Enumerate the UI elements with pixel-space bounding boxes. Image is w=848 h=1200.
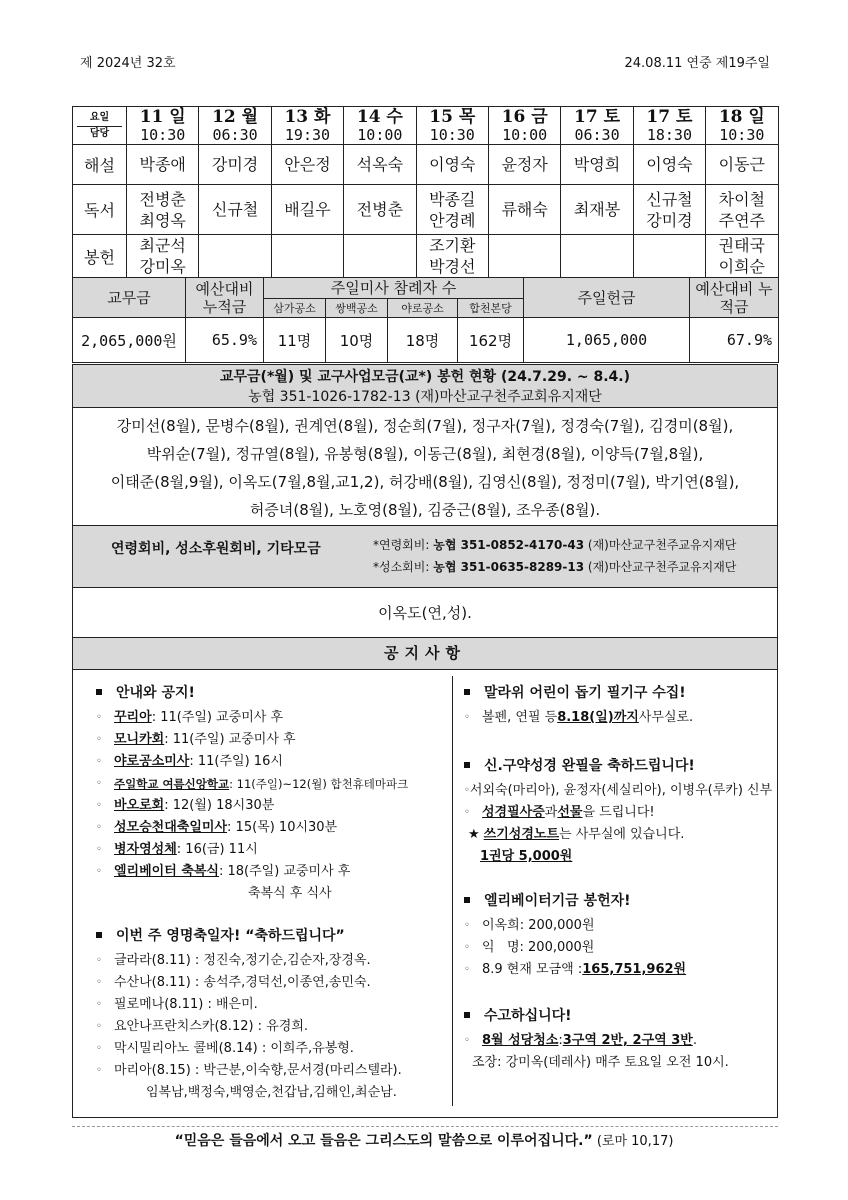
cleaning-leader: 조장: 강미옥(데레사) 매주 토요일 오전 10시. bbox=[472, 1055, 729, 1070]
row-label: 해설 bbox=[73, 145, 127, 185]
circle-bullet-icon: ◦ bbox=[96, 844, 102, 855]
dues-header bbox=[72, 364, 778, 408]
footer-divider bbox=[72, 1126, 778, 1127]
schedule-cell: 강미경 bbox=[199, 145, 271, 185]
list-item: ◦ 엘리베이터 축복식 : 18(주일) 교중미사 후 bbox=[96, 861, 436, 883]
list-item: ◦ 8월 성당청소 : 3구역 2반, 2구역 3반 . bbox=[464, 1030, 764, 1052]
schedule-cell: 신규철 bbox=[199, 185, 271, 235]
attendance-value: 18명 bbox=[388, 318, 458, 363]
circle-bullet-icon: ◦ bbox=[96, 778, 102, 789]
circle-bullet-icon: ◦ bbox=[96, 800, 102, 811]
account-prefix: *성소회비: bbox=[373, 560, 434, 574]
dues-list bbox=[72, 408, 778, 526]
list-item: ◦ 필로메나(8.11) : 배은미. bbox=[96, 994, 436, 1016]
schedule-header-row bbox=[73, 107, 779, 145]
schedule-cell: 윤정자 bbox=[488, 145, 560, 185]
list-item-continuation: 임복남,백정숙,백영순,천갑남,김해인,최순남. bbox=[146, 1085, 397, 1100]
row-offering bbox=[73, 235, 779, 278]
issue-number: 제 2024년 32호 bbox=[80, 56, 176, 71]
row-reading bbox=[73, 185, 779, 235]
scripture-reference: (로마 10,17) bbox=[592, 1134, 674, 1149]
schedule-cell bbox=[271, 235, 343, 278]
list-item-continuation: 축복식 후 식사 bbox=[248, 886, 332, 901]
notices-title: 공지사항 bbox=[72, 638, 778, 670]
list-item: ◦ 성경필사증 과 선물 을 드립니다! bbox=[464, 802, 764, 824]
day-header: 16 금 10:00 bbox=[488, 107, 560, 145]
list-item: ◦ 수산나(8.11) : 송석주,경덕선,이종연,송민숙. bbox=[96, 972, 436, 994]
section-heading: 수고하십니다! bbox=[464, 1005, 764, 1025]
circle-bullet-icon: ◦ bbox=[464, 807, 470, 818]
budget-value-2: 67.9% bbox=[690, 318, 779, 363]
list-item: ◦ 모니카회 : 11(주일) 교중미사 후 bbox=[96, 729, 436, 751]
dues-line: 강미선(8월), 문병수(8월), 권계연(8월), 정순희(7월), 정구자(7월), 정경숙(7월), 김경미(8월), bbox=[116, 417, 734, 435]
finance-stats-table bbox=[72, 277, 779, 363]
schedule-cell bbox=[199, 235, 271, 278]
contributions-title: 연령회비, 성소후원회비, 기타모금 bbox=[111, 541, 321, 557]
budget-value: 65.9% bbox=[186, 318, 264, 363]
circle-bullet-icon: ◦ bbox=[96, 1065, 102, 1076]
schedule-cell: 박종애 bbox=[127, 145, 199, 185]
row-commentary bbox=[73, 145, 779, 185]
offering-value: 1,065,000 bbox=[524, 318, 690, 363]
square-bullet-icon bbox=[464, 762, 470, 768]
issue-date: 24.08.11 연중 제19주일 bbox=[624, 56, 770, 71]
schedule-cell: 이영숙 bbox=[416, 145, 488, 185]
day-header: 15 목 10:30 bbox=[416, 107, 488, 145]
list-item: ◦ 야로공소미사 : 11(주일) 16시 bbox=[96, 751, 436, 773]
schedule-corner: 요일 담당 bbox=[73, 107, 127, 145]
notebook-price: 1권당 5,000원 bbox=[480, 849, 573, 864]
contributions-accounts bbox=[373, 534, 736, 578]
row-label: 독서 bbox=[73, 185, 127, 235]
dues-line: 이태준(8월,9월), 이옥도(7월,8월,교1,2), 허강배(8월), 김영신(8월), 정정미(7월), 박기연(8월), bbox=[110, 473, 740, 491]
schedule-cell: 배길우 bbox=[271, 185, 343, 235]
account-number: 농협 351-0635-8289-13 bbox=[433, 560, 585, 574]
schedule-cell bbox=[633, 235, 705, 278]
budget-label: 예산대비 누적금 bbox=[186, 278, 264, 318]
section-heading: 이번 주 영명축일자! “축하드립니다” bbox=[96, 925, 436, 945]
day-header: 13 화 19:30 bbox=[271, 107, 343, 145]
gyomugeum-value: 2,065,000원 bbox=[73, 318, 186, 363]
attendance-value: 11명 bbox=[264, 318, 326, 363]
list-item: ◦ 병자영성체 : 16(금) 11시 bbox=[96, 839, 436, 861]
section-heading: 말라위 어린이 돕기 필기구 수집! bbox=[464, 682, 764, 702]
day-header: 17 토 18:30 bbox=[633, 107, 705, 145]
circle-bullet-icon: ◦ bbox=[96, 1021, 102, 1032]
circle-bullet-icon: ◦ bbox=[464, 942, 470, 953]
schedule-cell bbox=[344, 235, 416, 278]
account-number: 농협 351-0852-4170-43 bbox=[433, 538, 585, 552]
list-item: ◦ 마리아(8.15) : 박근분,이숙향,문서경(마리스텔라). bbox=[96, 1060, 436, 1082]
gyomugeum-label: 교무금 bbox=[73, 278, 186, 318]
budget-label-2: 예산대비 누적금 bbox=[690, 278, 779, 318]
circle-bullet-icon: ◦ bbox=[96, 756, 102, 767]
section-heading: 엘리베이터기금 봉헌자! bbox=[464, 890, 764, 910]
list-item: ◦ 볼펜, 연필 등 8.18(일)까지 사무실로. bbox=[464, 707, 764, 729]
schedule-cell bbox=[488, 235, 560, 278]
dues-line: 박위순(7월), 정규열(8월), 유봉형(8월), 이동근(8월), 최현경(8월), 이양득(7월,8월), bbox=[146, 445, 704, 463]
circle-bullet-icon: ◦ bbox=[464, 920, 470, 931]
circle-bullet-icon: ◦ bbox=[464, 964, 470, 975]
attendance-col: 야로공소 bbox=[388, 299, 458, 318]
circle-bullet-icon: ◦ bbox=[96, 955, 102, 966]
circle-bullet-icon: ◦ bbox=[96, 822, 102, 833]
schedule-cell: 조기환 박경선 bbox=[416, 235, 488, 278]
contributions-donor: 이옥도(연,성). bbox=[72, 588, 778, 638]
notices-right-column bbox=[464, 682, 773, 1074]
list-item: ◦ 요안나프란치스카(8.12) : 유경희. bbox=[96, 1016, 436, 1038]
circle-bullet-icon: ◦ bbox=[96, 999, 102, 1010]
mass-schedule-table bbox=[72, 106, 779, 278]
attendance-value: 162명 bbox=[458, 318, 524, 363]
square-bullet-icon bbox=[96, 932, 102, 938]
circle-bullet-icon: ◦ bbox=[464, 1035, 470, 1046]
row-label: 봉헌 bbox=[73, 235, 127, 278]
schedule-cell: 석옥숙 bbox=[344, 145, 416, 185]
list-item: ◦ 주일학교 여름신앙학교 : 11(주일)~12(월) 합천휴테마파크 bbox=[96, 773, 436, 795]
notices-left-column bbox=[96, 682, 436, 1104]
list-item: ◦ 막시밀리아노 콜베(8.14) : 이희주,유봉형. bbox=[96, 1038, 436, 1060]
account-owner: (재)마산교구천주교유지재단 bbox=[584, 560, 737, 574]
schedule-cell: 이영숙 bbox=[633, 145, 705, 185]
schedule-cell bbox=[561, 235, 633, 278]
square-bullet-icon bbox=[464, 1012, 470, 1018]
square-bullet-icon bbox=[464, 689, 470, 695]
circle-bullet-icon: ◦ bbox=[96, 866, 102, 877]
section-heading: 안내와 공지! bbox=[96, 682, 436, 702]
day-header: 18 일 10:30 bbox=[706, 107, 778, 145]
attendance-col: 합천본당 bbox=[458, 299, 524, 318]
star-icon: ★ bbox=[468, 827, 480, 842]
contributions-header bbox=[72, 526, 778, 588]
day-header: 14 수 10:00 bbox=[344, 107, 416, 145]
account-owner: (재)마산교구천주교유지재단 bbox=[584, 538, 737, 552]
schedule-cell: 박영희 bbox=[561, 145, 633, 185]
schedule-cell: 신규철 강미경 bbox=[633, 185, 705, 235]
list-item: ◦ 8.9 현재 모금액 : 165,751,962원 bbox=[464, 959, 764, 981]
list-item: ◦ 꾸리아 : 11(주일) 교중미사 후 bbox=[96, 707, 436, 729]
account-prefix: *연령회비: bbox=[373, 538, 434, 552]
attendance-label: 주일미사 참례자 수 bbox=[264, 278, 524, 299]
day-header: 12 월 06:30 bbox=[199, 107, 271, 145]
offering-label: 주일헌금 bbox=[524, 278, 690, 318]
schedule-cell: 박종길 안경례 bbox=[416, 185, 488, 235]
attendance-col: 삼가공소 bbox=[264, 299, 326, 318]
schedule-cell: 이동근 bbox=[706, 145, 778, 185]
circle-bullet-icon: ◦ bbox=[464, 785, 470, 796]
circle-bullet-icon: ◦ bbox=[96, 712, 102, 723]
schedule-cell: 전병춘 bbox=[344, 185, 416, 235]
schedule-cell: 권태국 이희순 bbox=[706, 235, 778, 278]
attendance-value: 10명 bbox=[326, 318, 388, 363]
day-header: 17 토 06:30 bbox=[561, 107, 633, 145]
schedule-cell: 류해숙 bbox=[488, 185, 560, 235]
list-item: ◦ 바오로회 : 12(월) 18시30분 bbox=[96, 795, 436, 817]
schedule-cell: 최재봉 bbox=[561, 185, 633, 235]
section-heading: 신.구약성경 완필을 축하드립니다! bbox=[464, 755, 764, 775]
dues-title: 교무금(*월) 및 교구사업모금(교*) 봉헌 현황 (24.7.29. ~ 8.4.) bbox=[219, 369, 631, 385]
square-bullet-icon bbox=[96, 689, 102, 695]
list-item: ◦ 성모승천대축일미사 : 15(목) 10시30분 bbox=[96, 817, 436, 839]
attendance-col: 쌍백공소 bbox=[326, 299, 388, 318]
circle-bullet-icon: ◦ bbox=[96, 977, 102, 988]
scripture-quote: “믿음은 들음에서 오고 들음은 그리스도의 말씀으로 이루어집니다.” (로마 10,17) bbox=[174, 1133, 674, 1149]
list-item: ◦ 글라라(8.11) : 정진숙,정기순,김순자,장경옥. bbox=[96, 950, 436, 972]
list-item: ◦ 익 명 : 200,000원 bbox=[464, 937, 764, 959]
circle-bullet-icon: ◦ bbox=[96, 1043, 102, 1054]
list-item: ◦ 서외숙(마리아), 윤정자(세실리아), 이병우(루카) 신부 bbox=[464, 780, 764, 802]
day-header: 11 일 10:30 bbox=[127, 107, 199, 145]
circle-bullet-icon: ◦ bbox=[96, 734, 102, 745]
schedule-cell: 차이철 주연주 bbox=[706, 185, 778, 235]
schedule-cell: 안은정 bbox=[271, 145, 343, 185]
notices-divider bbox=[452, 676, 453, 1106]
dues-account: 농협 351-1026-1782-13 (재)마산교구천주교회유지재단 bbox=[248, 389, 602, 405]
circle-bullet-icon: ◦ bbox=[464, 712, 470, 723]
list-item: ★ 쓰기성경노트 는 사무실에 있습니다. bbox=[464, 824, 764, 846]
list-item: ◦ 이옥희 : 200,000원 bbox=[464, 915, 764, 937]
dues-line: 허증녀(8월), 노호영(8월), 김중근(8월), 조우종(8월). bbox=[249, 501, 601, 519]
schedule-cell: 전병춘 최영옥 bbox=[127, 185, 199, 235]
square-bullet-icon bbox=[464, 897, 470, 903]
schedule-cell: 최군석 강미옥 bbox=[127, 235, 199, 278]
